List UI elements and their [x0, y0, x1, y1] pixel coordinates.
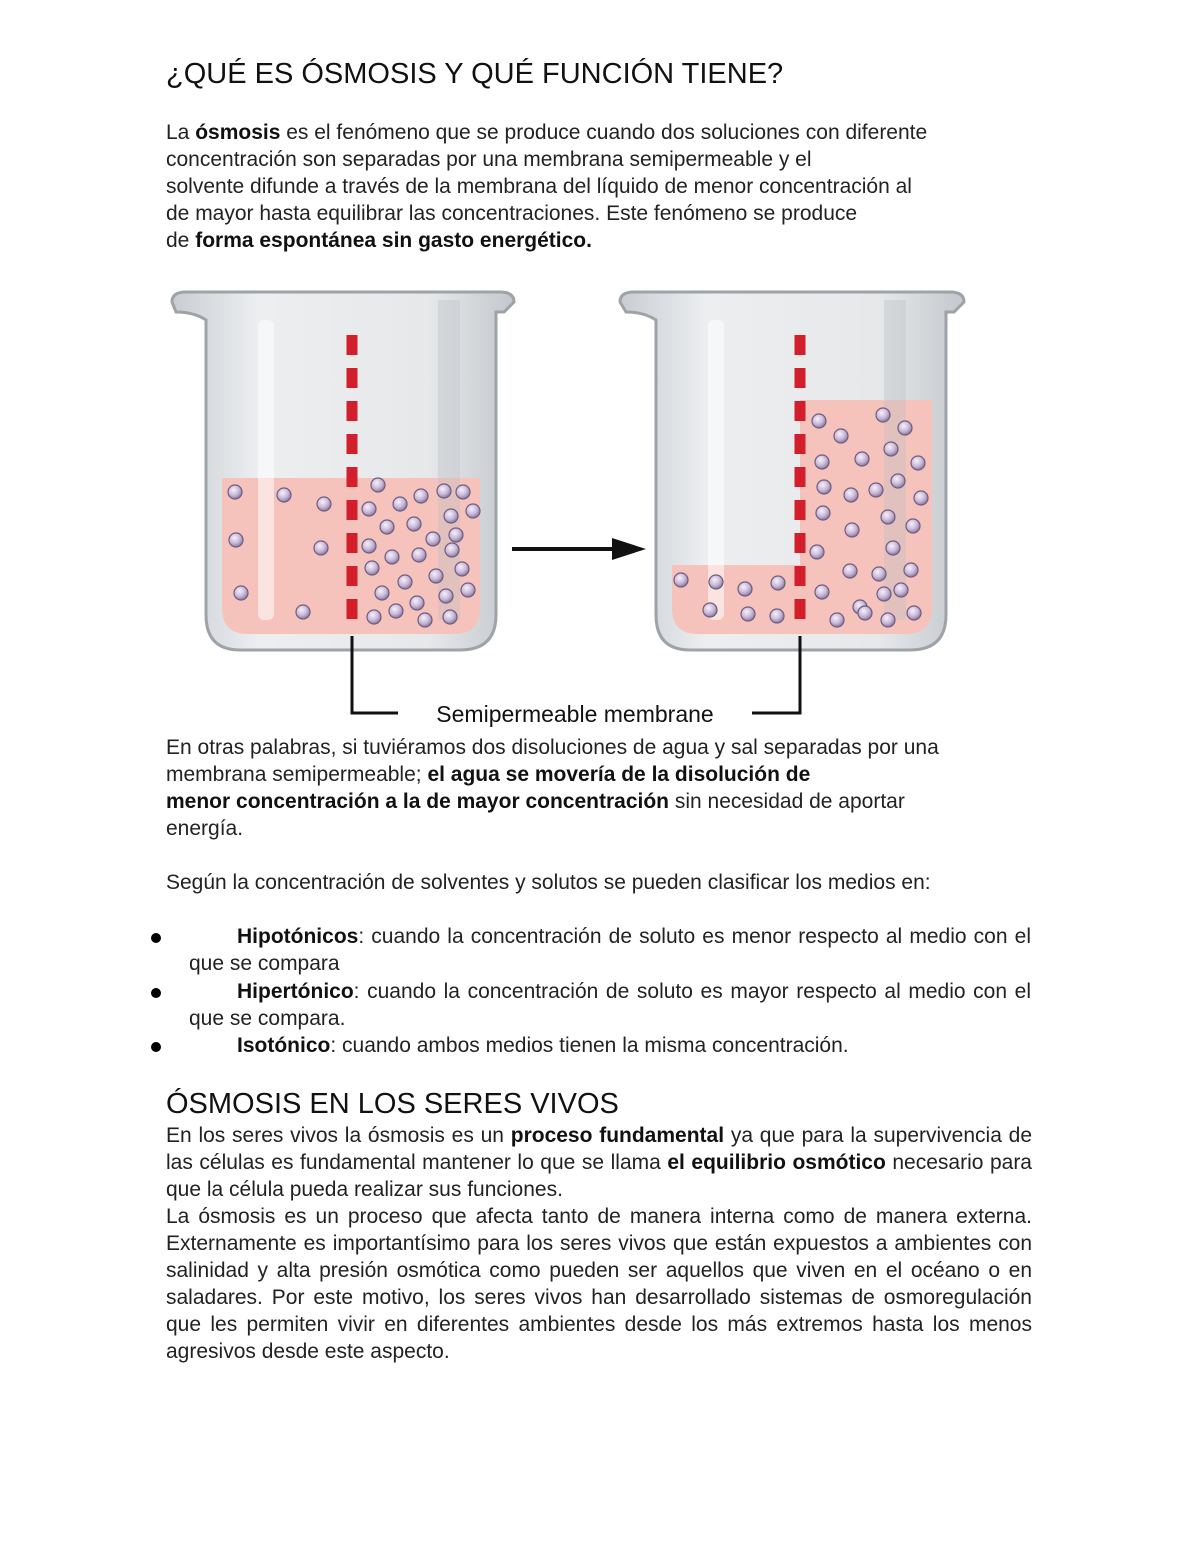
bullet-icon — [151, 1042, 161, 1052]
solute-particle — [914, 491, 928, 505]
solute-particle — [872, 567, 886, 581]
solute-particle — [443, 610, 457, 624]
solute-particle — [770, 609, 784, 623]
solute-particle — [886, 541, 900, 555]
solute-particle — [437, 484, 451, 498]
solute-particle — [375, 586, 389, 600]
term-osmosis: ósmosis — [195, 121, 281, 144]
solute-particle — [907, 606, 921, 620]
list-item: Isotónico: cuando ambos medios tienen la misma concentración. — [237, 1034, 849, 1057]
solute-particle — [412, 548, 426, 562]
solute-particle — [466, 504, 480, 518]
solute-particle — [911, 456, 925, 470]
explain-paragraph: En otras palabras, si tuviéramos dos disoluciones de agua y sal separadas por una membrana semipermeable; el agua se movería de la disolución de menor concentración a la de mayor concentración sin necesidad de aportar energía. — [166, 736, 939, 840]
arrowhead-icon — [612, 538, 646, 560]
solute-particle — [881, 613, 895, 627]
solute-particle — [398, 575, 412, 589]
solute-particle — [393, 497, 407, 511]
solute-particle — [414, 489, 428, 503]
section-heading: ÓSMOSIS EN LOS SERES VIVOS — [166, 1088, 619, 1120]
solute-particle — [904, 563, 918, 577]
solute-particle — [429, 569, 443, 583]
solute-particle — [815, 455, 829, 469]
solute-particle — [371, 478, 385, 492]
solute-particle — [709, 575, 723, 589]
solute-particle — [389, 604, 403, 618]
beaker-before — [172, 292, 514, 650]
highlight-spontaneous: forma espontánea sin gasto energético. — [195, 229, 592, 252]
solute-particle — [898, 421, 912, 435]
solute-particle — [881, 510, 895, 524]
solute-particle — [810, 545, 824, 559]
solute-particle — [877, 587, 891, 601]
section2-paragraph-1: En los seres vivos la ósmosis es un proceso fundamental ya que para la supervivencia de las células es fundamental mantener lo que se llama el equilibrio osmótico necesario para que la célula pueda realizar sus funciones. — [166, 1124, 1033, 1201]
solute-particle — [407, 517, 421, 531]
solute-particle — [771, 576, 785, 590]
solute-particle — [815, 585, 829, 599]
bullet-icon — [151, 988, 161, 998]
solute-particle — [444, 509, 458, 523]
solute-particle — [844, 488, 858, 502]
solute-particle — [362, 502, 376, 516]
solute-particle — [858, 606, 872, 620]
solute-particle — [830, 613, 844, 627]
solute-particle — [894, 583, 908, 597]
solute-particle — [703, 603, 717, 617]
list-item: Hipertónico: cuando la concentración de soluto es mayor respecto al medio con el que se compara. — [189, 980, 1031, 1030]
solute-particle — [229, 533, 243, 547]
solute-particle — [891, 474, 905, 488]
solute-particle — [362, 539, 376, 553]
page-title: ¿QUÉ ES ÓSMOSIS Y QUÉ FUNCIÓN TIENE? — [166, 58, 784, 90]
solute-particle — [456, 485, 470, 499]
solute-particle — [845, 523, 859, 537]
list-item: Hipotónicos: cuando la concentración de soluto es menor respecto al medio con el que se compara — [189, 925, 1031, 975]
solute-particle — [380, 520, 394, 534]
solute-particle — [816, 506, 830, 520]
solute-particle — [365, 561, 379, 575]
solute-particle — [426, 532, 440, 546]
solution-right-low — [672, 565, 800, 634]
solute-particle — [455, 562, 469, 576]
solute-particle — [855, 452, 869, 466]
solute-particle — [296, 605, 310, 619]
solute-particle — [410, 596, 424, 610]
intro-paragraph: La ósmosis es el fenómeno que se produce cuando dos soluciones con diferente concentración son separadas por una membrana semipermeable y el solvente difunde a través de la membrana del líquido de menor concentración al de mayor hasta equilibrar las concentraciones. Este fenómeno se produce de forma espontánea sin gasto energético. — [166, 121, 928, 252]
solute-particle — [817, 480, 831, 494]
osmosis-figure — [0, 0, 1200, 740]
solute-particle — [367, 610, 381, 624]
solute-particle — [834, 429, 848, 443]
solute-particle — [906, 519, 920, 533]
solute-particle — [418, 613, 432, 627]
solute-particle — [461, 583, 475, 597]
solute-particle — [449, 528, 463, 542]
solute-particle — [445, 543, 459, 557]
solute-particle — [228, 485, 242, 499]
solute-particle — [884, 442, 898, 456]
membrane-label: Semipermeable membrane — [436, 701, 714, 727]
section2-paragraph-2: La ósmosis es un proceso que afecta tanto de manera interna como de manera externa. Externamente es importantísimo para los seres vivos que están expuestos a ambientes con salinidad y alta presión osmótica como pueden ser aquellos que viven en el océano o en saladares. Por este motivo, los seres vivos han desarrollado sistemas de osmoregulación que les permiten vivir en diferentes ambientes desde los más extremos hasta los menos agresivos desde este aspecto. — [166, 1205, 1032, 1363]
solute-particle — [869, 483, 883, 497]
solute-particle — [812, 414, 826, 428]
solute-particle — [317, 497, 331, 511]
solute-particle — [674, 573, 688, 587]
solute-particle — [741, 607, 755, 621]
bullet-icon — [151, 933, 161, 943]
solute-particle — [385, 550, 399, 564]
solute-particle — [277, 488, 291, 502]
solute-particle — [843, 564, 857, 578]
solute-particle — [738, 582, 752, 596]
solute-particle — [439, 589, 453, 603]
solute-particle — [314, 541, 328, 555]
solute-particle — [876, 408, 890, 422]
classify-intro: Según la concentración de solventes y solutos se pueden clasificar los medios en: — [166, 871, 931, 894]
solute-particle — [234, 586, 248, 600]
beaker-after — [620, 292, 964, 650]
